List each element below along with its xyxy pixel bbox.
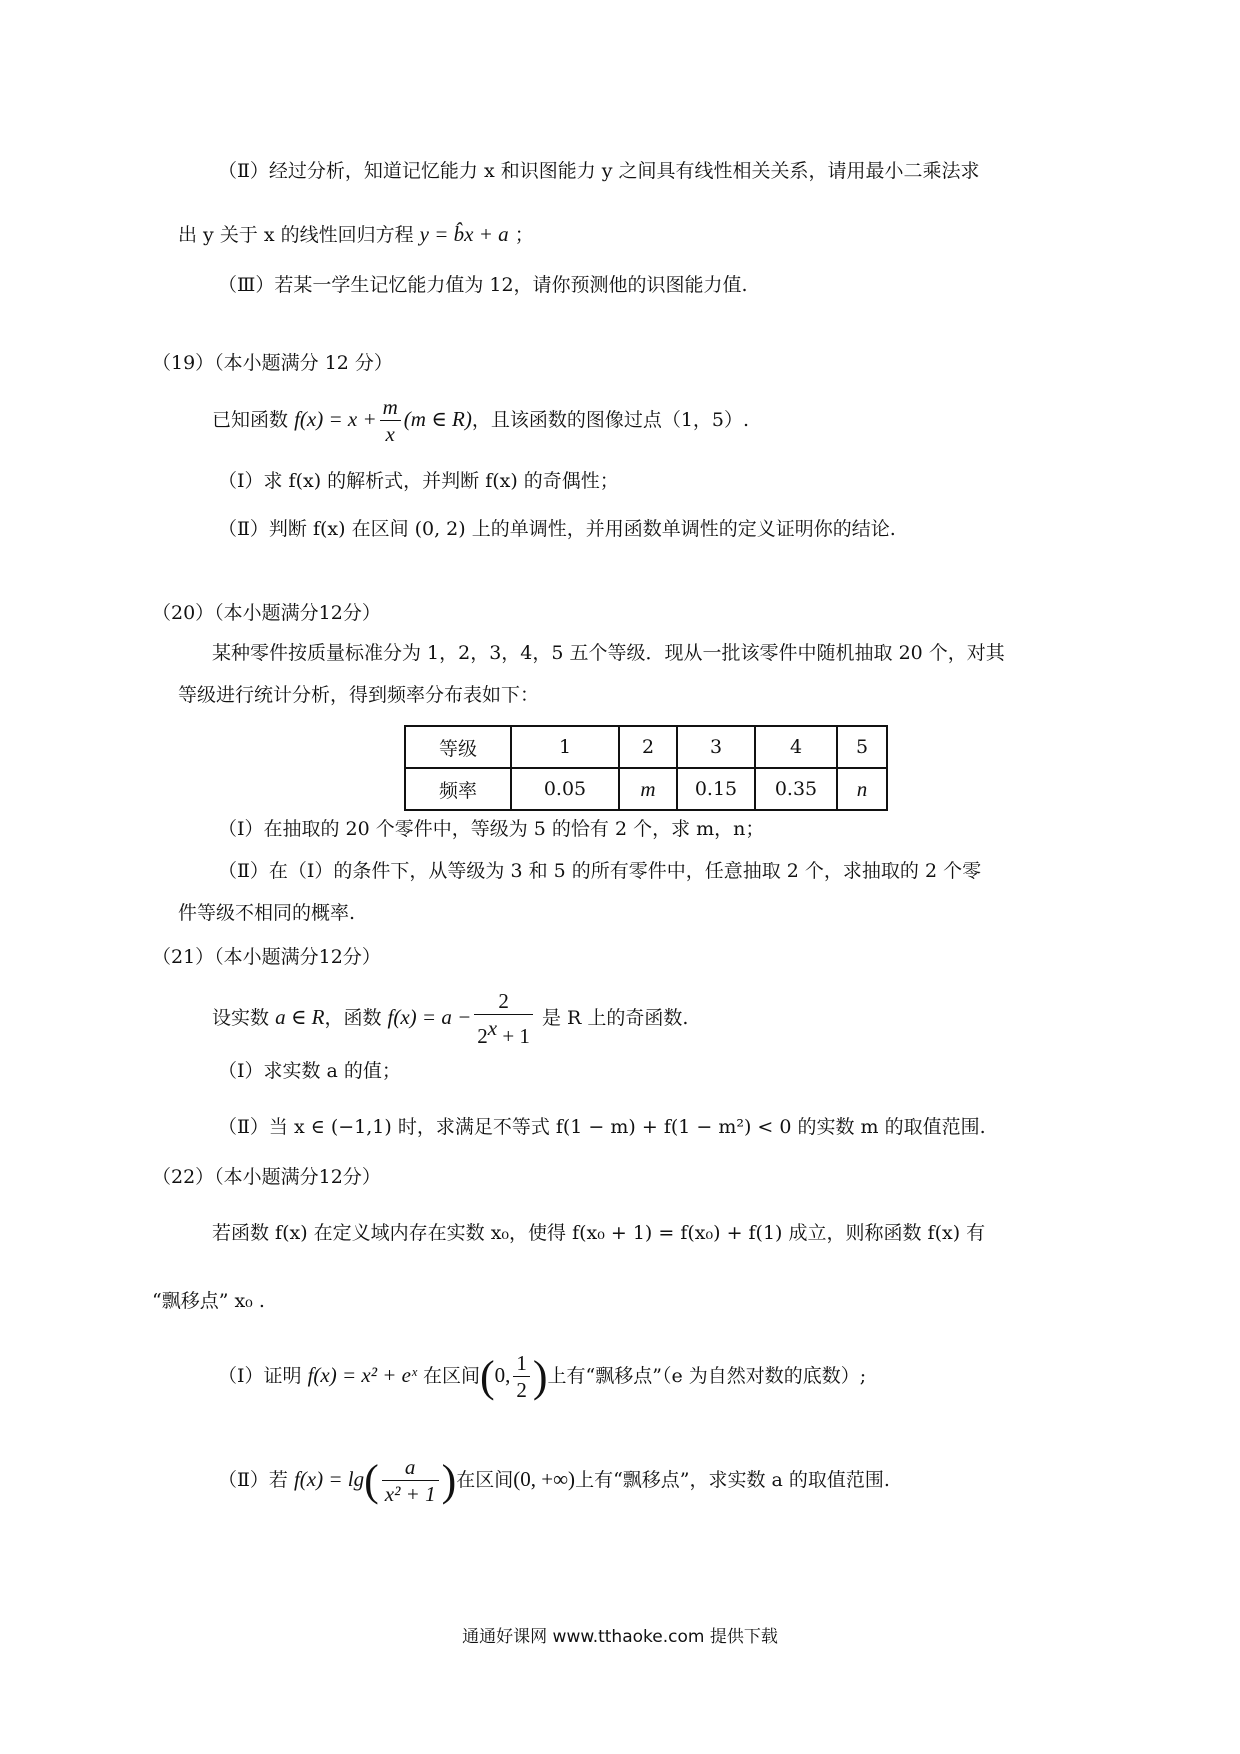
q22-part2-mid: 在区间 — [456, 1469, 514, 1492]
q22-part1-fraction — [513, 1352, 530, 1402]
q22-part1-mid: 在区间 — [422, 1365, 480, 1388]
q22-part2-fraction-numerator: a — [382, 1456, 439, 1481]
q21-fraction-denominator — [474, 1015, 533, 1048]
q22-part2 — [218, 1456, 890, 1506]
q19-part2: （Ⅱ）判断 f(x) 在区间 (0, 2) 上的单调性，并用函数单调性的定义证明你的结论. — [218, 518, 896, 540]
q22-intro1: 若函数 f(x) 在定义域内存在实数 x₀，使得 f(x₀ + 1) = f(x₀) + f(1) 成立，则称函数 f(x) 有 — [212, 1222, 986, 1244]
q21-part1: （Ⅰ）求实数 a 的值； — [218, 1060, 401, 1082]
table-cell: m — [619, 768, 677, 810]
q21-den-tail: + 1 — [502, 1024, 530, 1049]
q21-condition: a ∈ R — [275, 1005, 325, 1030]
q19-intro-prefix: 已知函数 — [212, 409, 289, 432]
table-cell: 5 — [837, 726, 887, 768]
q18-part2-end: ； — [514, 224, 534, 246]
table-cell: 等级 — [405, 726, 511, 768]
q22-part2-fraction — [382, 1456, 439, 1506]
q22-part1-fraction-denominator: 2 — [516, 1378, 527, 1403]
q19-fraction-numerator: m — [380, 396, 401, 421]
table-cell: 2 — [619, 726, 677, 768]
left-paren: ( — [364, 1456, 379, 1506]
q18-part2-line2 — [178, 222, 534, 247]
q18-regression-equation: y = b̂x + a — [419, 222, 509, 246]
right-paren: ) — [532, 1352, 548, 1402]
q19-fraction-denominator: x — [385, 422, 395, 447]
q22-part2-interval: (0, +∞) — [513, 1467, 576, 1492]
q22-part2-function: f(x) = lg — [293, 1467, 365, 1492]
frequency-table — [404, 725, 888, 811]
q22-part1-prefix: （Ⅰ）证明 — [218, 1365, 302, 1388]
q21-function: f(x) = a − — [387, 1005, 472, 1030]
q19-fraction — [380, 396, 401, 446]
q22-part1 — [218, 1352, 866, 1402]
q21-den-exponent: x — [487, 1016, 498, 1041]
q20-intro2: 等级进行统计分析，得到频率分布表如下： — [178, 684, 540, 706]
q21-part2: （Ⅱ）当 x ∈ (−1,1) 时，求满足不等式 f(1 − m) + f(1 − m²) < 0 的实数 m 的取值范围. — [218, 1116, 986, 1138]
table-cell: 4 — [755, 726, 837, 768]
q21-fraction — [474, 990, 533, 1048]
table-cell: 0.05 — [511, 768, 619, 810]
q22-part1-interval-left: 0, — [494, 1363, 511, 1388]
q22-intro2: “飘移点” x₀ . — [152, 1290, 265, 1312]
q22-header: （22）（本小题满分12分） — [152, 1166, 381, 1188]
q20-intro1: 某种零件按质量标准分为 1，2，3，4，5 五个等级．现从一批该零件中随机抽取 20 个，对其 — [212, 642, 1005, 664]
q20-part2-line1: （Ⅱ）在（Ⅰ）的条件下，从等级为 3 和 5 的所有零件中，任意抽取 2 个，求抽取的 2 个零 — [218, 860, 982, 882]
q19-part1: （Ⅰ）求 f(x) 的解析式，并判断 f(x) 的奇偶性； — [218, 470, 619, 492]
table-cell: 3 — [677, 726, 755, 768]
q22-part2-prefix: （Ⅱ）若 — [218, 1469, 288, 1492]
q21-intro-prefix: 设实数 — [212, 1007, 270, 1030]
q22-part2-suffix: 上有“飘移点”，求实数 a 的取值范围. — [575, 1469, 890, 1492]
q21-intro-mid: ，函数 — [324, 1007, 382, 1030]
q21-den-base: 2 — [477, 1024, 488, 1049]
q21-fraction-numerator: 2 — [474, 990, 533, 1015]
q22-part1-suffix: 上有“飘移点”（e 为自然对数的底数）; — [547, 1365, 867, 1388]
q19-intro-suffix: ，且该函数的图像过点（1，5）. — [471, 409, 750, 432]
q18-part2-line2-text: 出 y 关于 x 的线性回归方程 — [178, 224, 414, 246]
q19-header: （19）（本小题满分 12 分） — [152, 352, 393, 374]
q18-part2-line1: （Ⅱ）经过分析，知道记忆能力 x 和识图能力 y 之间具有线性相关关系，请用最小二乘法求 — [218, 160, 980, 182]
q20-part2-line2: 件等级不相同的概率. — [178, 902, 356, 924]
q20-part1: （Ⅰ）在抽取的 20 个零件中，等级为 5 的恰有 2 个，求 m，n； — [218, 818, 765, 840]
footer-source: 通通好课网 www.tthaoke.com 提供下载 — [462, 1627, 778, 1647]
left-paren: ( — [479, 1352, 495, 1402]
q21-header: （21）（本小题满分12分） — [152, 946, 381, 968]
q19-intro — [212, 396, 749, 446]
table-cell: 0.15 — [677, 768, 755, 810]
table-cell: n — [837, 768, 887, 810]
q22-part1-fraction-numerator: 1 — [513, 1352, 530, 1377]
q21-intro-suffix: 是 R 上的奇函数. — [541, 1007, 689, 1030]
table-row — [405, 768, 887, 810]
right-paren: ) — [441, 1456, 457, 1506]
table-cell: 0.35 — [755, 768, 837, 810]
table-row — [405, 726, 887, 768]
table-cell: 1 — [511, 726, 619, 768]
table-cell: 频率 — [405, 768, 511, 810]
q19-function: f(x) = x + — [294, 407, 377, 432]
q18-part3: （Ⅲ）若某一学生记忆能力值为 12，请你预测他的识图能力值. — [218, 274, 748, 296]
q22-part1-function: f(x) = x² + eˣ — [307, 1363, 417, 1388]
q20-header: （20）（本小题满分12分） — [152, 602, 381, 624]
q19-condition: (m ∈ R) — [403, 407, 472, 432]
q21-intro — [212, 990, 688, 1048]
q22-part2-fraction-denominator: x² + 1 — [384, 1482, 436, 1507]
